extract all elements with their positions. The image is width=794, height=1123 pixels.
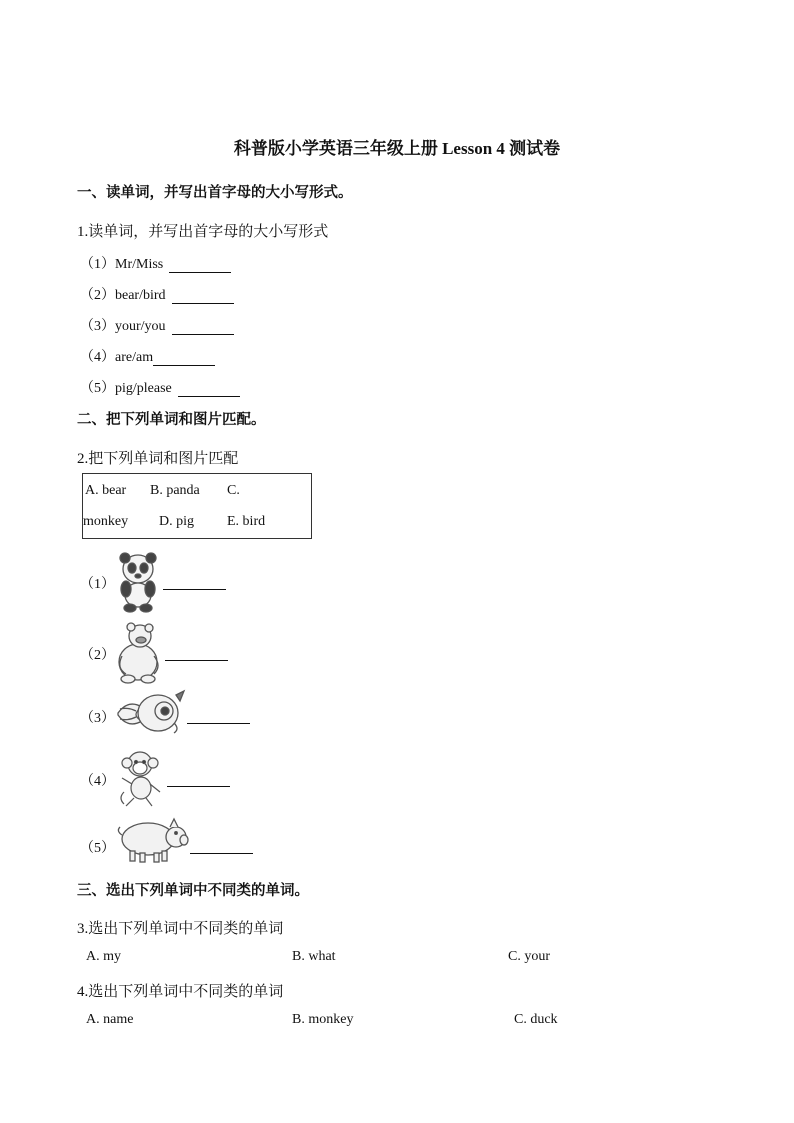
answer-blank[interactable] xyxy=(190,853,253,854)
q1-item-4 xyxy=(80,346,215,366)
q1-item-4-text: （4）are/am xyxy=(80,350,154,365)
q1-item-5 xyxy=(80,377,240,397)
answer-blank[interactable] xyxy=(167,786,230,787)
option-a: A. bear xyxy=(85,483,127,498)
answer-blank[interactable] xyxy=(187,723,250,724)
section-3-heading: 三、选出下列单词中不同类的单词。 xyxy=(77,883,309,899)
option-b: B. panda xyxy=(150,483,200,498)
option-c-word: monkey xyxy=(83,514,129,529)
word-options-box xyxy=(82,473,312,539)
q4-choice-c[interactable]: C. duck xyxy=(514,1012,558,1027)
panda-icon xyxy=(114,551,162,613)
picture-number: （5） xyxy=(80,841,115,856)
pig-icon xyxy=(114,815,190,865)
question-2: 2.把下列单词和图片匹配 xyxy=(77,451,239,467)
monkey-icon xyxy=(114,748,166,810)
option-d: D. pig xyxy=(159,514,194,529)
bear-icon xyxy=(114,622,164,684)
page-title: 科普版小学英语三年级上册 Lesson 4 测试卷 xyxy=(233,139,561,158)
q1-item-5-text: （5）pig/please xyxy=(80,381,172,396)
bird-icon xyxy=(114,685,186,741)
question-1: 1.读单词，并写出首字母的大小写形式 xyxy=(77,224,329,240)
q1-item-3-text: （3）your/you xyxy=(80,319,166,334)
picture-number: （3） xyxy=(80,711,115,726)
option-e: E. bird xyxy=(227,514,266,529)
q1-item-1-text: （1）Mr/Miss xyxy=(80,257,164,272)
q4-choice-b[interactable]: B. monkey xyxy=(292,1012,354,1027)
q3-choice-a[interactable]: A. my xyxy=(86,949,121,964)
answer-blank[interactable] xyxy=(172,321,234,335)
q1-item-2-text: （2）bear/bird xyxy=(80,288,166,303)
answer-blank[interactable] xyxy=(172,290,234,304)
answer-blank[interactable] xyxy=(153,352,215,366)
q3-choice-b[interactable]: B. what xyxy=(292,949,336,964)
answer-blank[interactable] xyxy=(178,383,240,397)
question-4: 4.选出下列单词中不同类的单词 xyxy=(77,984,284,1000)
q1-item-2 xyxy=(80,284,234,304)
option-c: C. xyxy=(227,483,240,498)
q1-item-3 xyxy=(80,315,234,335)
q4-choice-a[interactable]: A. name xyxy=(86,1012,134,1027)
answer-blank[interactable] xyxy=(165,660,228,661)
q1-item-1 xyxy=(80,253,231,273)
picture-number: （2） xyxy=(80,648,115,663)
q3-choice-c[interactable]: C. your xyxy=(508,949,550,964)
picture-number: （1） xyxy=(80,577,115,592)
picture-number: （4） xyxy=(80,774,115,789)
section-2-heading: 二、把下列单词和图片匹配。 xyxy=(77,412,266,428)
answer-blank[interactable] xyxy=(163,589,226,590)
section-1-heading: 一、读单词，并写出首字母的大小写形式。 xyxy=(77,185,353,201)
answer-blank[interactable] xyxy=(169,259,231,273)
question-3: 3.选出下列单词中不同类的单词 xyxy=(77,921,284,937)
